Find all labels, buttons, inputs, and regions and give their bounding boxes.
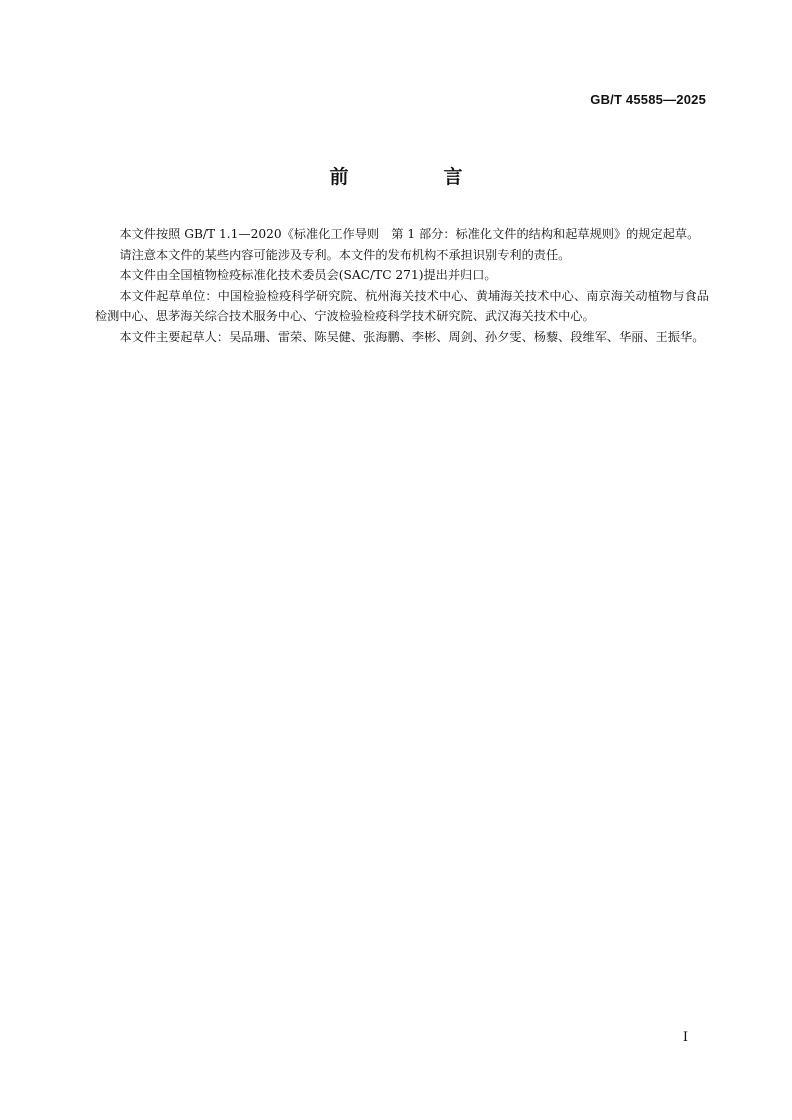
standard-number: GB/T 45585—2025 [590, 92, 706, 107]
paragraph-drafters: 本文件主要起草人：吴品珊、雷荣、陈吴健、张海鹏、李彬、周剑、孙夕雯、杨藜、段维军、华丽、王振华。 [119, 329, 705, 344]
paragraph-proposer: 本文件由全国植物检疫标准化技术委员会(SAC/TC 271)提出并归口。 [119, 268, 497, 282]
paragraph-drafting-units: 本文件起草单位：中国检验检疫科学研究院、杭州海关技术中心、黄埔海关技术中心、南京海关动植物与食品检测中心、思茅海关综合技术服务中心、宁波检验检疫科学技术研究院、武汉海关技术中心。 [95, 288, 709, 323]
page-title: 前 言 [329, 166, 501, 188]
foreword-body [95, 224, 709, 347]
paragraph-drafting-rules: 本文件按照 GB/T 1.1—2020《标准化工作导则 第 1 部分：标准化文件的结构和起草规则》的规定起草。 [119, 227, 700, 241]
paragraph-patent-notice: 请注意本文件的某些内容可能涉及专利。本文件的发布机构不承担识别专利的责任。 [119, 247, 571, 262]
page-number: I [682, 1030, 688, 1045]
